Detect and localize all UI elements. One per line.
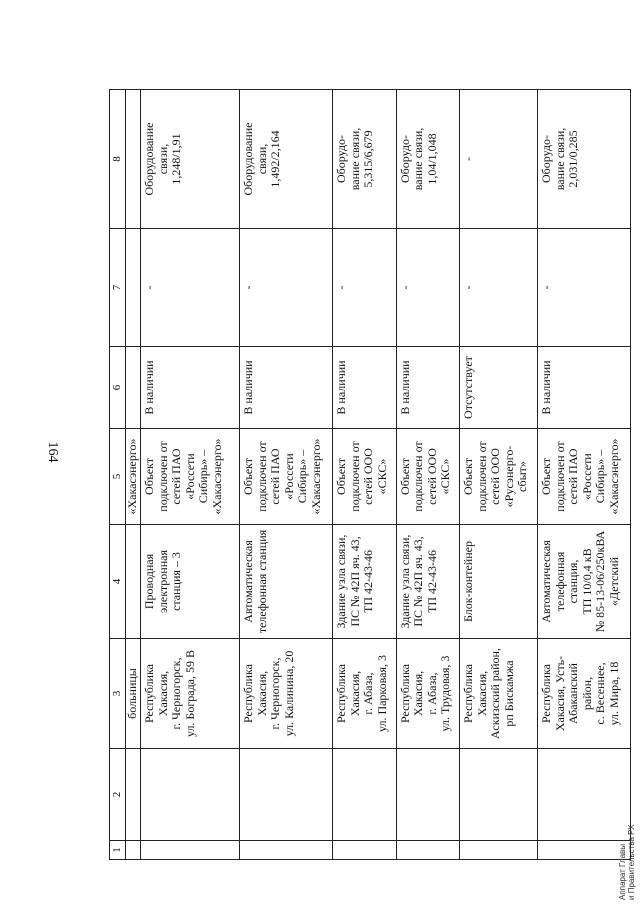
table-row xyxy=(396,90,460,860)
row-col1 xyxy=(333,841,397,860)
row-facility-line: Автоматическая xyxy=(539,540,554,623)
row-col2 xyxy=(141,749,240,841)
row-power-source-line: «Россети xyxy=(281,453,296,500)
row-power-source-line: сетей ПАО xyxy=(268,448,283,505)
row-facility-line: станция – 3 xyxy=(169,552,184,611)
row-availability: Отсутствует xyxy=(460,347,538,429)
continuation-power: «Хакасэнерго» xyxy=(126,429,141,525)
row-equipment xyxy=(460,90,538,229)
row-address-line: Республика xyxy=(397,664,412,723)
row-facility xyxy=(333,525,397,639)
row-power-source xyxy=(333,429,397,525)
row-facility-line: станция, xyxy=(566,559,581,604)
header-cell: 7 xyxy=(110,229,126,347)
row-col2 xyxy=(460,749,538,841)
row-address-line: Абаканский xyxy=(566,663,581,724)
facilities-table xyxy=(109,89,631,860)
row-power-source-line: «Россети xyxy=(579,453,594,500)
row-facility xyxy=(141,525,240,639)
row-col7: - xyxy=(333,229,397,347)
table-row xyxy=(460,90,538,860)
row-availability: В наличии xyxy=(538,347,631,429)
row-power-source-line: подключен от xyxy=(411,441,426,512)
row-power-source-line: «СКС» xyxy=(438,458,453,495)
row-power-source xyxy=(538,429,631,525)
row-power-source-line: «Русэнерго- xyxy=(501,445,516,508)
footer-stamp-line: Аппарат Главы xyxy=(618,843,627,900)
row-col2 xyxy=(538,749,631,841)
row-address-line: Хакасия, Усть- xyxy=(552,655,567,732)
row-power-source-line: Объект xyxy=(241,458,256,495)
row-equipment-line: Оборудование xyxy=(142,122,157,196)
row-address-line: ул. Бограда, 59 В xyxy=(182,649,197,738)
row-power-source xyxy=(460,429,538,525)
row-col7: - xyxy=(240,229,333,347)
row-facility-line: Проводная xyxy=(142,553,157,610)
table-row xyxy=(333,90,397,860)
header-cell: 8 xyxy=(110,90,126,229)
page-number: 164 xyxy=(45,441,60,463)
row-equipment xyxy=(333,90,397,229)
row-facility-line: Блок-контейнер xyxy=(461,541,476,622)
row-facility-line: телефонная станция xyxy=(254,529,269,634)
row-power-source-line: подключен от xyxy=(347,441,362,512)
row-power-source-line: сетей ООО xyxy=(424,448,439,505)
row-facility-line: Здание узла связи, xyxy=(397,534,412,629)
row-power-source xyxy=(240,429,333,525)
row-facility-line: ПС № 42П яч. 43, xyxy=(411,536,426,627)
row-power-source-line: Сибирь» – xyxy=(196,449,211,504)
row-address-line: г. Абаза, xyxy=(361,672,376,715)
row-address-line: ул. Парковая, 3 xyxy=(374,654,389,733)
row-facility-line: электронная xyxy=(155,550,170,613)
row-address-line: ул. Калинина, 20 xyxy=(281,650,296,737)
row-col1 xyxy=(460,841,538,860)
header-cell: 6 xyxy=(110,347,126,429)
row-power-source-line: Объект xyxy=(334,458,349,495)
row-col7: - xyxy=(396,229,460,347)
row-equipment xyxy=(240,90,333,229)
row-power-source xyxy=(141,429,240,525)
row-address xyxy=(141,639,240,749)
row-equipment-line: Оборудо- xyxy=(334,135,349,183)
table-row xyxy=(240,90,333,860)
row-facility-line: «Детский xyxy=(606,556,621,607)
row-address-line: Хакасия, xyxy=(411,670,426,717)
row-facility-line: ТП 42-43-46 xyxy=(361,550,376,613)
row-availability: В наличии xyxy=(240,347,333,429)
rotated-table-container xyxy=(109,90,631,860)
row-power-source-line: Сибирь» – xyxy=(295,449,310,504)
table-cell xyxy=(126,841,141,860)
table-cell xyxy=(126,229,141,347)
row-power-source-line: Объект xyxy=(461,458,476,495)
row-col2 xyxy=(333,749,397,841)
row-address-line: Хакасия, xyxy=(474,670,489,717)
row-address xyxy=(333,639,397,749)
row-address-line: Республика xyxy=(241,664,256,723)
row-power-source-line: Объект xyxy=(539,458,554,495)
row-address-line: ул. Трудовая, 3 xyxy=(438,655,453,732)
row-facility-line: № 85-13-06/250кВА xyxy=(593,530,608,633)
row-equipment xyxy=(396,90,460,229)
row-availability: В наличии xyxy=(396,347,460,429)
row-power-source-line: Объект xyxy=(142,458,157,495)
row-col1 xyxy=(538,841,631,860)
row-address-line: с. Весеннее, xyxy=(593,662,608,725)
row-equipment-line: 1,248/1,91 xyxy=(169,133,184,185)
row-equipment-line: Оборудование xyxy=(241,122,256,196)
row-equipment xyxy=(538,90,631,229)
table-cell xyxy=(126,525,141,639)
row-availability: В наличии xyxy=(141,347,240,429)
row-facility-line: ТП 10/0,4 кВ xyxy=(579,548,594,615)
row-availability: В наличии xyxy=(333,347,397,429)
row-power-source-line: «Хакасэнерго» xyxy=(308,438,323,515)
row-power-source-line: Объект xyxy=(397,458,412,495)
row-power-source-line: сетей ООО xyxy=(488,448,503,505)
row-address-line: район, xyxy=(579,676,594,711)
row-facility-line: ПС № 42П яч. 43, xyxy=(347,536,362,627)
row-equipment-line: вание связи, xyxy=(411,127,426,191)
row-address-line: Аскизский район, xyxy=(488,648,503,739)
row-col1 xyxy=(240,841,333,860)
row-address xyxy=(240,639,333,749)
row-power-source xyxy=(396,429,460,525)
table-cell xyxy=(126,90,141,229)
row-facility-line: Здание узла связи, xyxy=(334,534,349,629)
row-power-source-line: «Хакасэнерго» xyxy=(209,438,224,515)
row-facility xyxy=(538,525,631,639)
row-address-line: Республика xyxy=(142,664,157,723)
table-cell xyxy=(126,347,141,429)
row-power-source-line: «СКС» xyxy=(374,458,389,495)
row-col7: - xyxy=(141,229,240,347)
row-equipment-line: 5,315/6,679 xyxy=(361,130,376,188)
header-cell: 5 xyxy=(110,429,126,525)
footer-stamp-line: и Правительства РХ xyxy=(627,824,636,900)
row-power-source-line: сетей ООО xyxy=(361,448,376,505)
row-equipment-line: 1,04/1,048 xyxy=(424,133,439,185)
row-col2 xyxy=(240,749,333,841)
row-facility-line: телефонная xyxy=(552,551,567,612)
row-address-line: Республика xyxy=(539,664,554,723)
row-col2 xyxy=(396,749,460,841)
row-power-source-line: подключен от xyxy=(552,441,567,512)
row-col1 xyxy=(141,841,240,860)
header-cell: 3 xyxy=(110,639,126,749)
row-address xyxy=(396,639,460,749)
row-power-source-line: сетей ПАО xyxy=(566,448,581,505)
continuation-address: больницы xyxy=(126,639,141,749)
table-row xyxy=(538,90,631,860)
row-equipment-line: Оборудо- xyxy=(539,135,554,183)
row-facility-line: ТП 42-43-46 xyxy=(424,550,439,613)
row-address xyxy=(460,639,538,749)
row-facility xyxy=(240,525,333,639)
row-equipment-line: вание связи, xyxy=(347,127,362,191)
row-facility-line: Автоматическая xyxy=(241,540,256,623)
row-col1 xyxy=(396,841,460,860)
row-power-source-line: подключен от xyxy=(254,441,269,512)
row-col7: - xyxy=(460,229,538,347)
row-power-source-line: «Хакасэнерго» xyxy=(606,438,621,515)
row-power-source-line: сбыт» xyxy=(515,461,530,492)
row-equipment-line: Оборудо- xyxy=(397,135,412,183)
row-address-line: г. Абаза, xyxy=(424,672,439,715)
continuation-row xyxy=(126,90,141,860)
row-facility xyxy=(396,525,460,639)
row-power-source-line: «Россети xyxy=(182,453,197,500)
row-equipment-line: 1,492/2,164 xyxy=(268,130,283,188)
row-power-source-line: подключен от xyxy=(474,441,489,512)
row-address-line: Республика xyxy=(334,664,349,723)
row-col7: - xyxy=(538,229,631,347)
row-equipment-line: связи, xyxy=(254,143,269,175)
row-equipment-line: - xyxy=(461,157,476,161)
row-power-source-line: Сибирь» – xyxy=(593,449,608,504)
row-power-source-line: сетей ПАО xyxy=(169,448,184,505)
row-address-line: Республика xyxy=(461,664,476,723)
footer-stamp xyxy=(618,825,636,900)
table-row xyxy=(141,90,240,860)
row-address-line: Хакасия, xyxy=(347,670,362,717)
row-facility xyxy=(460,525,538,639)
row-equipment-line: связи, xyxy=(155,143,170,175)
row-address-line: рп Бискамжа xyxy=(501,660,516,727)
row-equipment-line: 2,031/0,285 xyxy=(566,130,581,188)
header-cell: 4 xyxy=(110,525,126,639)
row-address xyxy=(538,639,631,749)
header-row xyxy=(110,90,126,860)
header-cell: 2 xyxy=(110,749,126,841)
row-power-source-line: подключен от xyxy=(155,441,170,512)
row-equipment xyxy=(141,90,240,229)
row-address-line: г. Черногорск, xyxy=(169,657,184,730)
header-cell: 1 xyxy=(110,841,126,860)
row-address-line: Хакасия, xyxy=(155,670,170,717)
row-equipment-line: вание связи, xyxy=(552,127,567,191)
row-address-line: г. Черногорск, xyxy=(268,657,283,730)
table-cell xyxy=(126,749,141,841)
row-address-line: Хакасия, xyxy=(254,670,269,717)
row-address-line: ул. Мира, 18 xyxy=(606,661,621,726)
